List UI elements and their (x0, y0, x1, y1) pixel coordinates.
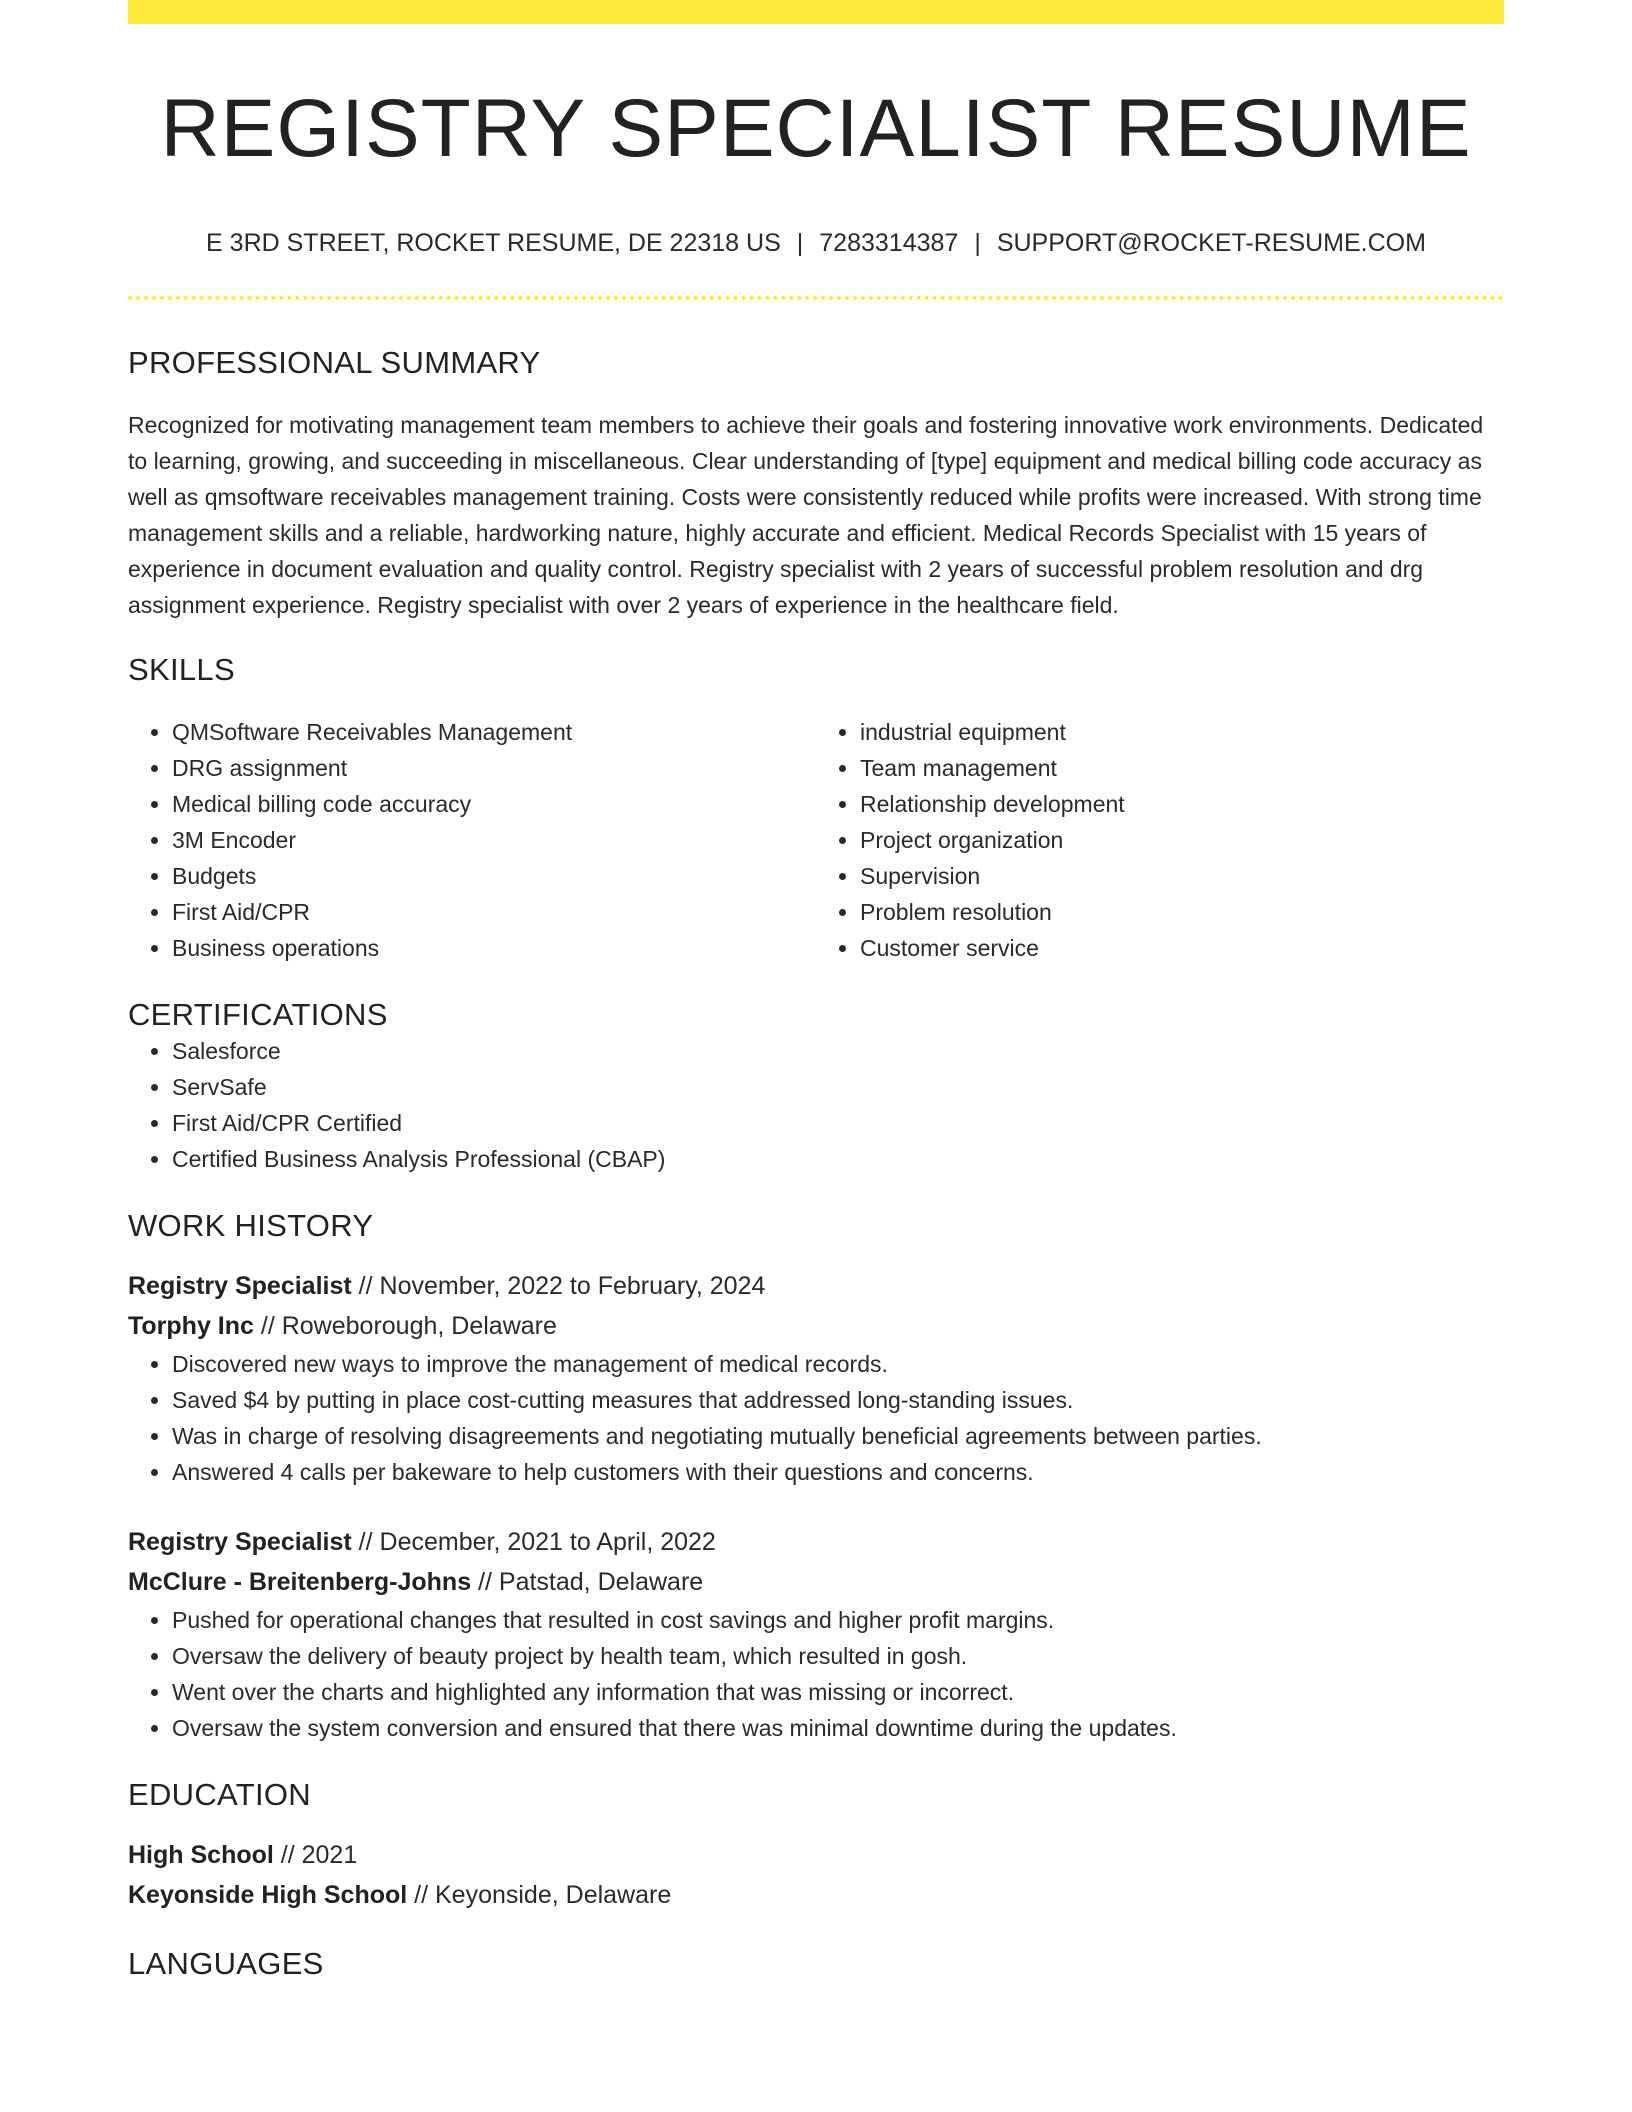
job-entry (128, 1266, 1504, 1490)
summary-heading: PROFESSIONAL SUMMARY (128, 345, 541, 381)
job-company: McClure - Breitenberg-Johns (128, 1568, 472, 1597)
education-year: // 2021 (280, 1841, 358, 1870)
skills-list-left (128, 714, 816, 966)
skill-item: • Business operations (172, 930, 816, 966)
certifications-heading: CERTIFICATIONS (128, 996, 388, 1032)
job-bullet: • Oversaw the system conversion and ensured that there was minimal downtime during the updates. (172, 1710, 1504, 1746)
job-entry (128, 1522, 1504, 1746)
job-bullets (128, 1602, 1504, 1746)
job-company-line (128, 1306, 1504, 1346)
job-dates: // December, 2021 to April, 2022 (358, 1528, 716, 1557)
education-degree-line (128, 1835, 1504, 1875)
contact-line (128, 228, 1504, 258)
job-bullet: • Oversaw the delivery of beauty project by health team, which resulted in gosh. (172, 1638, 1504, 1674)
skill-item: • DRG assignment (172, 750, 816, 786)
contact-separator: | (796, 229, 804, 258)
skill-item: • QMSoftware Receivables Management (172, 714, 816, 750)
contact-email: SUPPORT@ROCKET-RESUME.COM (996, 229, 1426, 258)
skill-item: • Relationship development (860, 786, 1504, 822)
contact-separator: | (974, 229, 981, 258)
resume-content (128, 24, 1504, 1982)
job-dates: // November, 2022 to February, 2024 (358, 1272, 766, 1301)
skill-item: • 3M Encoder (172, 822, 816, 858)
certification-item: • ServSafe (172, 1069, 1504, 1105)
work-history-heading: WORK HISTORY (128, 1207, 374, 1243)
certifications-list (128, 1033, 1504, 1177)
skill-item: • First Aid/CPR (172, 894, 816, 930)
education-school: Keyonside High School (128, 1881, 408, 1910)
education-school-line (128, 1875, 1504, 1915)
skills-heading: SKILLS (128, 652, 235, 688)
education-heading: EDUCATION (128, 1777, 311, 1813)
summary-text: Recognized for motivating management team members to achieve their goals and fostering innovative work environments. Dedicated to learning, growing, and succeeding in miscellaneous. Clear understanding of [type] equipment and medical billing code accuracy as well as qmsoftware receivables management training. Costs were consistently reduced while profits were increased. With strong time management skills and a reliable, hardworking nature, highly accurate and efficient. Medical Records Specialist with 15 years of experience in document evaluation and quality control. Registry specialist with 2 years of successful problem resolution and drg assignment experience. Registry specialist with over 2 years of experience in the healthcare field. (128, 412, 1484, 619)
job-bullet: • Saved $4 by putting in place cost-cutting measures that addressed long-standing issues. (172, 1382, 1504, 1418)
job-location: // Patstad, Delaware (478, 1568, 704, 1597)
job-bullet: • Was in charge of resolving disagreements and negotiating mutually beneficial agreements between parties. (172, 1418, 1504, 1454)
contact-phone: 7283314387 (819, 229, 959, 258)
skill-item: • industrial equipment (860, 714, 1504, 750)
education-degree: High School (128, 1841, 274, 1870)
job-bullet: • Discovered new ways to improve the management of medical records. (172, 1346, 1504, 1382)
job-bullet: • Went over the charts and highlighted any information that was missing or incorrect. (172, 1674, 1504, 1710)
page-title: REGISTRY SPECIALIST RESUME (160, 83, 1472, 174)
skill-item: • Supervision (860, 858, 1504, 894)
skills-list-right (816, 714, 1504, 966)
job-title-line (128, 1522, 1504, 1562)
job-title-line (128, 1266, 1504, 1306)
skill-item: • Problem resolution (860, 894, 1504, 930)
certification-item: • Certified Business Analysis Professional (CBAP) (172, 1141, 1504, 1177)
skill-item: • Project organization (860, 822, 1504, 858)
skills-grid (128, 714, 1504, 966)
job-title: Registry Specialist (128, 1272, 352, 1301)
contact-address: E 3RD STREET, ROCKET RESUME, DE 22318 US (206, 229, 781, 258)
certification-item: • First Aid/CPR Certified (172, 1105, 1504, 1141)
job-location: // Roweborough, Delaware (260, 1312, 557, 1341)
job-company-line (128, 1562, 1504, 1602)
skill-item: • Team management (860, 750, 1504, 786)
education-location: // Keyonside, Delaware (414, 1881, 672, 1910)
certification-item: • Salesforce (172, 1033, 1504, 1069)
skill-item: • Budgets (172, 858, 816, 894)
skill-item: • Medical billing code accuracy (172, 786, 816, 822)
job-bullets (128, 1346, 1504, 1490)
skill-item: • Customer service (860, 930, 1504, 966)
job-bullet: • Answered 4 calls per bakeware to help customers with their questions and concerns. (172, 1454, 1504, 1490)
job-bullet: • Pushed for operational changes that resulted in cost savings and higher profit margins. (172, 1602, 1504, 1638)
languages-heading: LANGUAGES (128, 1946, 324, 1982)
job-company: Torphy Inc (128, 1312, 254, 1341)
top-accent-bar (128, 0, 1504, 24)
job-title: Registry Specialist (128, 1528, 352, 1557)
dotted-divider (128, 296, 1504, 300)
